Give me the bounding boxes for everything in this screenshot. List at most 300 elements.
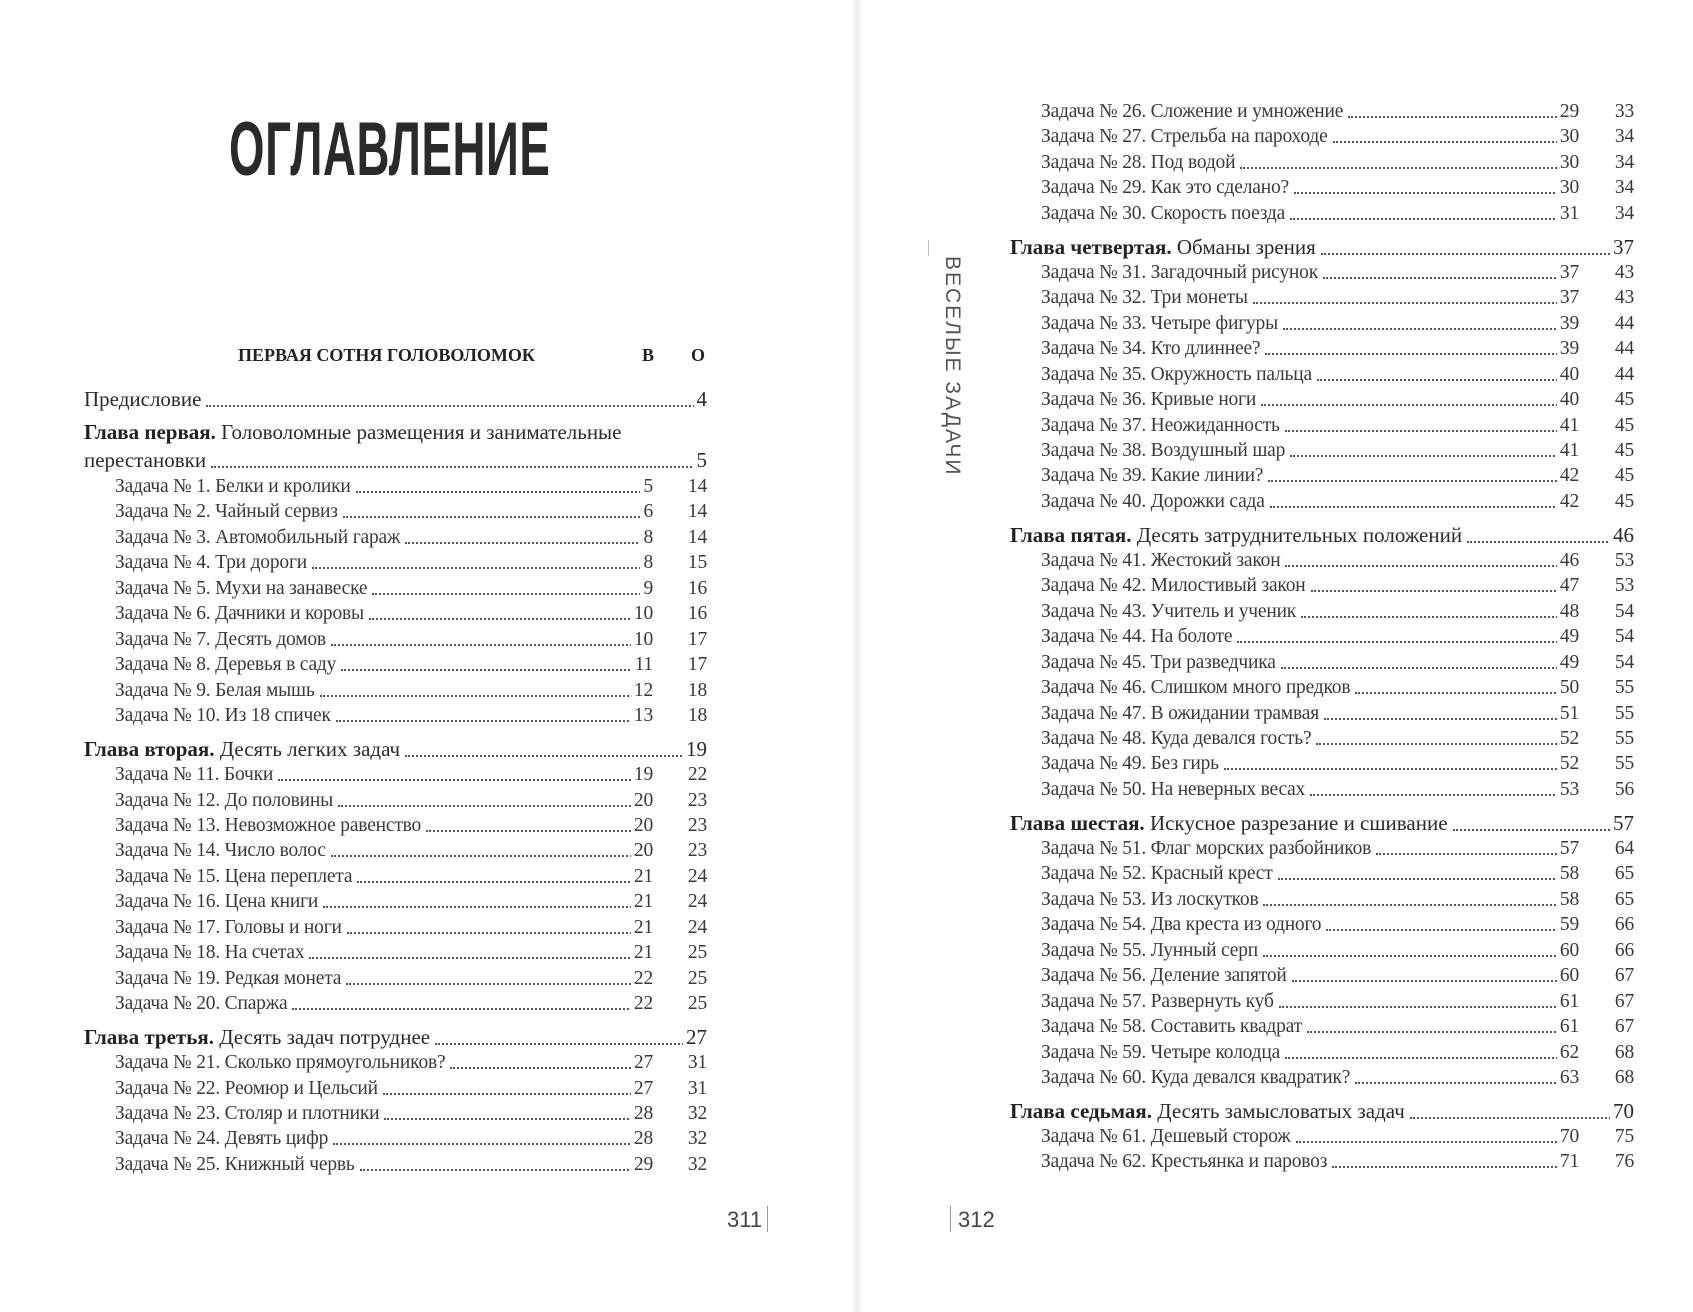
toc-chapter-item[interactable] xyxy=(1010,233,1634,261)
task-page-problem: 20 xyxy=(631,837,653,865)
task-page-answer: 44 xyxy=(1614,338,1634,360)
task-page-problem: 61 xyxy=(1557,988,1579,1016)
task-page-problem: 52 xyxy=(1557,750,1579,778)
task-title: Задача № 42. Милостивый закон xyxy=(1041,575,1306,597)
task-page-answer: 54 xyxy=(1614,626,1634,648)
task-title-with-leader xyxy=(1041,488,1579,516)
task-page-problem: 10 xyxy=(631,600,653,628)
chapter-page: 57 xyxy=(1610,809,1634,837)
task-page-problem: 27 xyxy=(631,1075,653,1103)
task-page-answer: 25 xyxy=(687,967,707,989)
task-page-answer: 67 xyxy=(1614,1016,1634,1038)
chapter-title: Десять замысловатых задач xyxy=(1157,1098,1405,1123)
task-page-problem: 37 xyxy=(1557,284,1579,312)
toc-task-item[interactable] xyxy=(1041,962,1634,990)
task-title-with-leader xyxy=(1041,1039,1579,1067)
toc-task-item[interactable] xyxy=(1041,1039,1634,1067)
chapter-page: 19 xyxy=(683,735,707,763)
task-title-with-leader xyxy=(1041,674,1579,702)
task-title-with-leader xyxy=(1041,174,1579,202)
chapter-page: 27 xyxy=(683,1023,707,1051)
task-title-with-leader xyxy=(1041,962,1579,990)
task-title: Задача № 5. Мухи на занавеске xyxy=(115,577,368,599)
chapter-label: Глава пятая. xyxy=(1010,522,1132,547)
task-page-problem: 21 xyxy=(631,863,653,891)
toc-task-item[interactable] xyxy=(1041,259,1634,287)
task-page-answer: 25 xyxy=(687,942,707,964)
chapter-title: Десять легких задач xyxy=(219,737,401,762)
chapter-page: 70 xyxy=(1610,1097,1634,1125)
page-title: ОГЛАВЛЕНИЕ xyxy=(229,107,551,192)
task-page-answer: 55 xyxy=(1614,728,1634,749)
task-page-answer: 32 xyxy=(687,1153,707,1175)
task-page-problem: 41 xyxy=(1557,412,1579,440)
task-page-answer: 67 xyxy=(1614,990,1634,1012)
task-page-answer: 55 xyxy=(1614,753,1634,775)
task-title: Задача № 59. Четыре колодца xyxy=(1041,1041,1281,1063)
task-page-problem: 42 xyxy=(1557,488,1579,516)
task-title: Задача № 62. Крестьянка и паровоз xyxy=(1041,1151,1328,1173)
task-title: Задача № 17. Головы и ноги xyxy=(115,916,342,938)
task-title-with-leader xyxy=(1041,386,1579,414)
task-title: Задача № 56. Деление запятой xyxy=(1041,965,1287,987)
task-page-answer: 45 xyxy=(1614,490,1634,512)
task-title: Задача № 50. На неверных весах xyxy=(1041,778,1306,800)
toc-task-item[interactable] xyxy=(1041,335,1634,363)
task-page-answer: 65 xyxy=(1614,888,1634,910)
task-page-problem: 22 xyxy=(631,990,653,1018)
task-page-problem: 9 xyxy=(640,575,653,603)
section-header: ПЕРВАЯ СОТНЯ ГОЛОВОЛОМОК xyxy=(238,345,535,365)
task-page-problem: 53 xyxy=(1557,776,1579,804)
task-title: Задача № 52. Красный крест xyxy=(1041,863,1273,885)
chapter-title: Предисловие xyxy=(84,387,202,411)
task-page-answer: 68 xyxy=(1614,1066,1634,1088)
task-page-problem: 19 xyxy=(631,761,653,789)
task-title: Задача № 37. Неожиданность xyxy=(1041,414,1280,436)
task-page-answer: 25 xyxy=(687,993,707,1015)
task-page-answer: 53 xyxy=(1614,575,1634,597)
task-page-answer: 33 xyxy=(1614,101,1634,122)
task-title-with-leader xyxy=(1041,361,1579,389)
task-page-problem: 60 xyxy=(1557,937,1579,965)
task-title: Задача № 45. Три разведчика xyxy=(1041,651,1276,673)
task-title-with-leader xyxy=(1041,750,1579,778)
task-title: Задача № 51. Флаг морских разбойников xyxy=(1041,837,1372,859)
task-title: Задача № 24. Девять цифр xyxy=(115,1128,329,1150)
task-title: Задача № 23. Столяр и плотники xyxy=(115,1103,380,1124)
task-page-answer: 22 xyxy=(687,764,707,786)
task-title: Задача № 10. Из 18 спичек xyxy=(115,705,331,727)
chapter-label: Глава вторая. xyxy=(84,737,215,762)
task-page-problem: 58 xyxy=(1557,860,1579,888)
task-page-answer: 45 xyxy=(1614,465,1634,487)
toc-task-item[interactable] xyxy=(1041,649,1634,677)
task-title-with-leader xyxy=(1041,937,1579,965)
task-page-answer: 23 xyxy=(687,789,707,811)
task-page-problem: 27 xyxy=(631,1049,653,1077)
task-title: Задача № 22. Реомюр и Цельсий xyxy=(115,1077,378,1099)
task-title: Задача № 27. Стрельба на пароходе xyxy=(1041,126,1328,148)
task-page-problem: 8 xyxy=(640,524,653,552)
task-title-with-leader xyxy=(1041,598,1579,626)
task-page-answer: 75 xyxy=(1614,1125,1634,1147)
task-title: Задача № 58. Составить квадрат xyxy=(1041,1016,1302,1038)
task-title-with-leader xyxy=(1041,310,1579,338)
task-page-problem: 39 xyxy=(1557,335,1579,363)
task-page-problem: 46 xyxy=(1557,547,1579,575)
task-title-with-leader xyxy=(1041,700,1579,728)
task-page-answer: 54 xyxy=(1614,600,1634,622)
task-page-answer: 55 xyxy=(1614,677,1634,699)
task-title: Задача № 32. Три монеты xyxy=(1041,287,1248,309)
task-page-problem: 21 xyxy=(631,939,653,967)
task-title-with-leader xyxy=(1041,284,1579,312)
task-title: Задача № 33. Четыре фигуры xyxy=(1041,312,1278,334)
chapter-page: 46 xyxy=(1610,521,1634,549)
toc-task-item[interactable] xyxy=(1041,1064,1634,1092)
toc-task-item[interactable] xyxy=(1041,174,1634,202)
toc-task-item[interactable] xyxy=(1041,1123,1634,1151)
task-title: Задача № 53. Из лоскутков xyxy=(1041,888,1259,910)
task-title-with-leader xyxy=(1041,776,1579,804)
task-title: Задача № 61. Дешевый сторож xyxy=(1041,1125,1291,1147)
task-page-answer: 14 xyxy=(687,526,707,548)
toc-chapter-item[interactable] xyxy=(1010,809,1634,837)
task-title: Задача № 54. Два креста из одного xyxy=(1041,914,1322,936)
chapter-label: Глава третья. xyxy=(84,1025,214,1050)
task-page-answer: 18 xyxy=(687,705,707,727)
task-page-answer: 15 xyxy=(687,552,707,574)
task-title: Задача № 49. Без гирь xyxy=(1041,753,1219,775)
task-page-answer: 55 xyxy=(1614,702,1634,724)
task-page-problem: 13 xyxy=(631,702,653,730)
task-page-answer: 45 xyxy=(1614,439,1634,461)
chapter-label: Глава четвертая. xyxy=(1010,234,1172,259)
task-title-with-leader xyxy=(1041,860,1579,888)
task-title: Задача № 60. Куда девался квадратик? xyxy=(1041,1066,1351,1088)
task-title: Задача № 28. Под водой xyxy=(1041,151,1236,173)
task-page-problem: 70 xyxy=(1557,1123,1579,1151)
chapter-title-with-leader xyxy=(1010,809,1634,837)
task-title: Задача № 9. Белая мышь xyxy=(115,679,315,701)
task-page-problem: 30 xyxy=(1557,174,1579,202)
task-page-problem: 31 xyxy=(1557,200,1579,228)
page-number-divider xyxy=(950,1206,951,1232)
task-title-with-leader xyxy=(1041,412,1579,440)
task-page-problem: 30 xyxy=(1557,149,1579,177)
task-page-answer: 66 xyxy=(1614,914,1634,936)
task-page-answer: 14 xyxy=(687,476,707,497)
task-title-with-leader xyxy=(1041,149,1579,177)
task-title-with-leader xyxy=(1041,649,1579,677)
task-page-problem: 40 xyxy=(1557,386,1579,414)
task-title-with-leader xyxy=(1041,437,1579,465)
column-header-o: О xyxy=(691,345,706,365)
task-title: Задача № 29. Как это сделано? xyxy=(1041,177,1289,199)
task-page-answer: 43 xyxy=(1614,261,1634,283)
chapter-page: 4 xyxy=(694,385,708,413)
toc-chapter-item[interactable] xyxy=(1010,1097,1634,1125)
toc-task-item[interactable] xyxy=(1041,462,1634,490)
task-title: Задача № 19. Редкая монета xyxy=(115,967,342,989)
task-title-with-leader xyxy=(1041,1064,1579,1092)
toc-task-item[interactable] xyxy=(1041,835,1634,863)
toc-task-item[interactable] xyxy=(1041,750,1634,778)
running-head: ВЕСЕЛЫЕ ЗАДАЧИ xyxy=(941,256,964,477)
task-title: Задача № 25. Книжный червь xyxy=(115,1153,355,1175)
task-title: Задача № 39. Какие линии? xyxy=(1041,465,1264,487)
task-title-with-leader xyxy=(1041,886,1579,914)
task-title: Задача № 21. Сколько прямоугольников? xyxy=(115,1052,446,1074)
task-page-problem: 49 xyxy=(1557,649,1579,677)
chapter-title: Искусное разрезание и сшивание xyxy=(1149,810,1448,835)
task-title: Задача № 43. Учитель и ученик xyxy=(1041,600,1297,622)
toc-task-item[interactable] xyxy=(1041,1013,1634,1041)
task-page-problem: 21 xyxy=(631,888,653,916)
toc-task-item[interactable] xyxy=(1041,623,1634,651)
task-page-problem: 20 xyxy=(631,787,653,815)
task-page-problem: 58 xyxy=(1557,886,1579,914)
toc-task-item[interactable] xyxy=(1041,911,1634,939)
toc-task-item[interactable] xyxy=(1041,598,1634,626)
task-title-with-leader xyxy=(1041,572,1579,600)
task-page-problem: 29 xyxy=(1557,98,1579,126)
task-title: Задача № 34. Кто длиннее? xyxy=(1041,338,1261,360)
task-page-answer: 64 xyxy=(1614,837,1634,859)
task-page-problem: 10 xyxy=(631,626,653,654)
running-head-divider xyxy=(928,240,929,256)
task-page-answer: 54 xyxy=(1614,651,1634,673)
task-page-problem: 59 xyxy=(1557,911,1579,939)
task-page-answer: 45 xyxy=(1614,414,1634,436)
task-title: Задача № 11. Бочки xyxy=(115,764,274,786)
task-page-answer: 32 xyxy=(687,1128,707,1150)
toc-task-item[interactable] xyxy=(1041,123,1634,151)
task-page-answer: 66 xyxy=(1614,939,1634,961)
chapter-title-with-leader xyxy=(1010,521,1634,549)
task-title-with-leader xyxy=(1041,911,1579,939)
task-title: Задача № 4. Три дороги xyxy=(115,552,307,574)
task-title: Задача № 31. Загадочный рисунок xyxy=(1041,261,1318,283)
task-title: Задача № 35. Окружность пальца xyxy=(1041,363,1312,385)
task-page-answer: 23 xyxy=(687,814,707,836)
task-page-answer: 65 xyxy=(1614,863,1634,885)
task-title: Задача № 38. Воздушный шар xyxy=(1041,439,1286,461)
task-title: Задача № 20. Спаржа xyxy=(115,993,288,1015)
task-title: Задача № 18. На счетах xyxy=(115,942,305,964)
chapter-title: Десять задач потруднее xyxy=(219,1025,431,1050)
task-page-answer: 16 xyxy=(687,577,707,599)
chapter-page: 37 xyxy=(1610,233,1634,261)
page-number: 312 xyxy=(958,1207,995,1232)
task-page-answer: 16 xyxy=(687,603,707,625)
task-page-answer: 44 xyxy=(1614,363,1634,385)
task-page-problem: 30 xyxy=(1557,123,1579,151)
toc-task-item[interactable] xyxy=(1041,886,1634,914)
task-title: Задача № 36. Кривые ноги xyxy=(1041,389,1257,411)
toc-task-item[interactable] xyxy=(1041,284,1634,312)
task-page-answer: 67 xyxy=(1614,965,1634,987)
task-title: Задача № 48. Куда девался гость? xyxy=(1041,728,1312,749)
toc-task-item[interactable] xyxy=(1041,488,1634,516)
task-title: Задача № 8. Деревья в саду xyxy=(115,654,337,676)
task-title-with-leader xyxy=(1041,462,1579,490)
toc-task-item[interactable] xyxy=(1041,988,1634,1016)
task-page-answer: 24 xyxy=(687,891,707,913)
task-title: Задача № 3. Автомобильный гараж xyxy=(115,526,401,548)
toc-task-item[interactable] xyxy=(1041,1148,1634,1176)
task-page-answer: 34 xyxy=(1614,151,1634,173)
task-page-problem: 22 xyxy=(631,965,653,993)
chapter-title-with-leader xyxy=(1010,1097,1634,1125)
task-title: Задача № 13. Невозможное равенство xyxy=(115,814,422,836)
task-title: Задача № 40. Дорожки сада xyxy=(1041,490,1265,512)
task-title: Задача № 2. Чайный сервиз xyxy=(115,501,338,523)
chapter-page: 5 xyxy=(694,446,708,474)
toc-task-item[interactable] xyxy=(1041,149,1634,177)
task-page-answer: 24 xyxy=(687,865,707,887)
task-title: Задача № 47. В ожидании трамвая xyxy=(1041,702,1319,724)
task-page-problem: 61 xyxy=(1557,1013,1579,1041)
task-page-problem: 49 xyxy=(1557,623,1579,651)
task-title: Задача № 30. Скорость поезда xyxy=(1041,202,1286,224)
task-page-problem: 63 xyxy=(1557,1064,1579,1092)
toc-task-item[interactable] xyxy=(1041,310,1634,338)
task-title: Задача № 12. До половины xyxy=(115,789,334,811)
task-page-problem: 37 xyxy=(1557,259,1579,287)
task-title: Задача № 46. Слишком много предков xyxy=(1041,677,1351,699)
column-header-b: В xyxy=(642,345,655,365)
task-title-with-leader xyxy=(1041,725,1579,753)
task-page-problem: 60 xyxy=(1557,962,1579,990)
task-title: Задача № 55. Лунный серп xyxy=(1041,939,1258,961)
task-title: Задача № 7. Десять домов xyxy=(115,628,326,650)
task-page-answer: 17 xyxy=(687,654,707,676)
task-page-problem: 52 xyxy=(1557,725,1579,753)
task-page-answer: 18 xyxy=(687,679,707,701)
toc-task-item[interactable] xyxy=(1041,937,1634,965)
toc-task-item[interactable] xyxy=(1041,437,1634,465)
task-page-problem: 21 xyxy=(631,914,653,942)
task-page-problem: 40 xyxy=(1557,361,1579,389)
task-page-answer: 68 xyxy=(1614,1041,1634,1063)
toc-task-item[interactable] xyxy=(1041,860,1634,888)
task-page-problem: 48 xyxy=(1557,598,1579,626)
chapter-label: Глава седьмая. xyxy=(1010,1098,1152,1123)
task-title: Задача № 57. Развернуть куб xyxy=(1041,990,1274,1012)
task-title: Задача № 15. Цена переплета xyxy=(115,865,353,887)
task-page-answer: 53 xyxy=(1614,549,1634,571)
task-page-answer: 23 xyxy=(687,840,707,862)
toc-task-item[interactable] xyxy=(1041,776,1634,804)
task-title: Задача № 14. Число волос xyxy=(115,840,326,862)
task-title-with-leader xyxy=(1041,988,1579,1016)
chapter-title: Обманы зрения xyxy=(1176,234,1316,259)
chapter-title: Головоломные размещения и занимательные перестановки xyxy=(84,420,622,472)
task-page-answer: 56 xyxy=(1614,778,1634,800)
task-page-problem: 41 xyxy=(1557,437,1579,465)
task-page-answer: 43 xyxy=(1614,287,1634,309)
task-page-problem: 5 xyxy=(640,473,653,501)
task-page-answer: 17 xyxy=(687,628,707,650)
toc-task-item[interactable] xyxy=(1041,572,1634,600)
task-page-problem: 47 xyxy=(1557,572,1579,600)
task-page-problem: 42 xyxy=(1557,462,1579,490)
task-page-problem: 12 xyxy=(631,677,653,705)
task-title-with-leader xyxy=(1041,123,1579,151)
task-page-problem: 50 xyxy=(1557,674,1579,702)
task-title-with-leader xyxy=(1041,1123,1579,1151)
task-title-with-leader xyxy=(1041,335,1579,363)
task-title: Задача № 1. Белки и кролики xyxy=(115,476,351,497)
task-title: Задача № 26. Сложение и умножение xyxy=(1041,101,1344,122)
task-title-with-leader xyxy=(1041,1148,1579,1176)
toc-task-item[interactable] xyxy=(1041,674,1634,702)
task-page-problem: 11 xyxy=(632,651,653,679)
task-page-answer: 45 xyxy=(1614,389,1634,411)
page-number: 311 xyxy=(727,1207,763,1232)
task-page-answer: 34 xyxy=(1614,202,1634,224)
task-page-answer: 76 xyxy=(1614,1151,1634,1173)
task-page-answer: 44 xyxy=(1614,312,1634,334)
task-page-answer: 34 xyxy=(1614,177,1634,199)
task-page-problem: 62 xyxy=(1557,1039,1579,1067)
task-page-answer: 31 xyxy=(687,1052,707,1074)
task-title-with-leader xyxy=(1041,623,1579,651)
toc-task-item[interactable] xyxy=(1041,412,1634,440)
task-title: Задача № 41. Жестокий закон xyxy=(1041,549,1281,571)
toc-task-item[interactable] xyxy=(1041,725,1634,753)
task-title-with-leader xyxy=(1041,98,1579,126)
task-page-problem: 57 xyxy=(1557,835,1579,863)
task-title: Задача № 44. На болоте xyxy=(1041,626,1233,648)
task-page-answer: 24 xyxy=(687,916,707,938)
toc-task-item[interactable] xyxy=(1041,386,1634,414)
task-page-answer: 31 xyxy=(687,1077,707,1099)
task-title-with-leader xyxy=(1041,200,1579,228)
toc-task-item[interactable] xyxy=(1041,700,1634,728)
task-title: Задача № 6. Дачники и коровы xyxy=(115,603,364,625)
task-page-problem: 29 xyxy=(631,1151,653,1179)
task-page-problem: 39 xyxy=(1557,310,1579,338)
toc-task-item[interactable] xyxy=(1041,361,1634,389)
task-title-with-leader xyxy=(1041,835,1579,863)
toc-task-item[interactable] xyxy=(1041,98,1634,126)
task-page-problem: 8 xyxy=(640,549,653,577)
chapter-title-with-leader xyxy=(1010,233,1634,261)
task-page-problem: 28 xyxy=(631,1125,653,1153)
task-page-problem: 6 xyxy=(640,498,653,526)
task-page-problem: 71 xyxy=(1557,1148,1579,1176)
task-page-problem: 28 xyxy=(631,1100,653,1128)
task-title-with-leader xyxy=(1041,1013,1579,1041)
task-page-problem: 51 xyxy=(1557,700,1579,728)
chapter-label: Глава шестая. xyxy=(1010,810,1145,835)
task-page-answer: 14 xyxy=(687,501,707,523)
task-title-with-leader xyxy=(1041,547,1579,575)
chapter-label: Глава первая. xyxy=(84,420,216,444)
task-title-with-leader xyxy=(1041,259,1579,287)
task-page-problem: 20 xyxy=(631,812,653,840)
toc-task-item[interactable] xyxy=(1041,547,1634,575)
toc-task-item[interactable] xyxy=(1041,200,1634,228)
task-page-answer: 32 xyxy=(687,1103,707,1124)
toc-chapter-item[interactable] xyxy=(1010,521,1634,549)
task-page-answer: 34 xyxy=(1614,126,1634,148)
task-title: Задача № 16. Цена книги xyxy=(115,891,319,913)
chapter-title: Десять затруднительных положений xyxy=(1136,522,1463,547)
